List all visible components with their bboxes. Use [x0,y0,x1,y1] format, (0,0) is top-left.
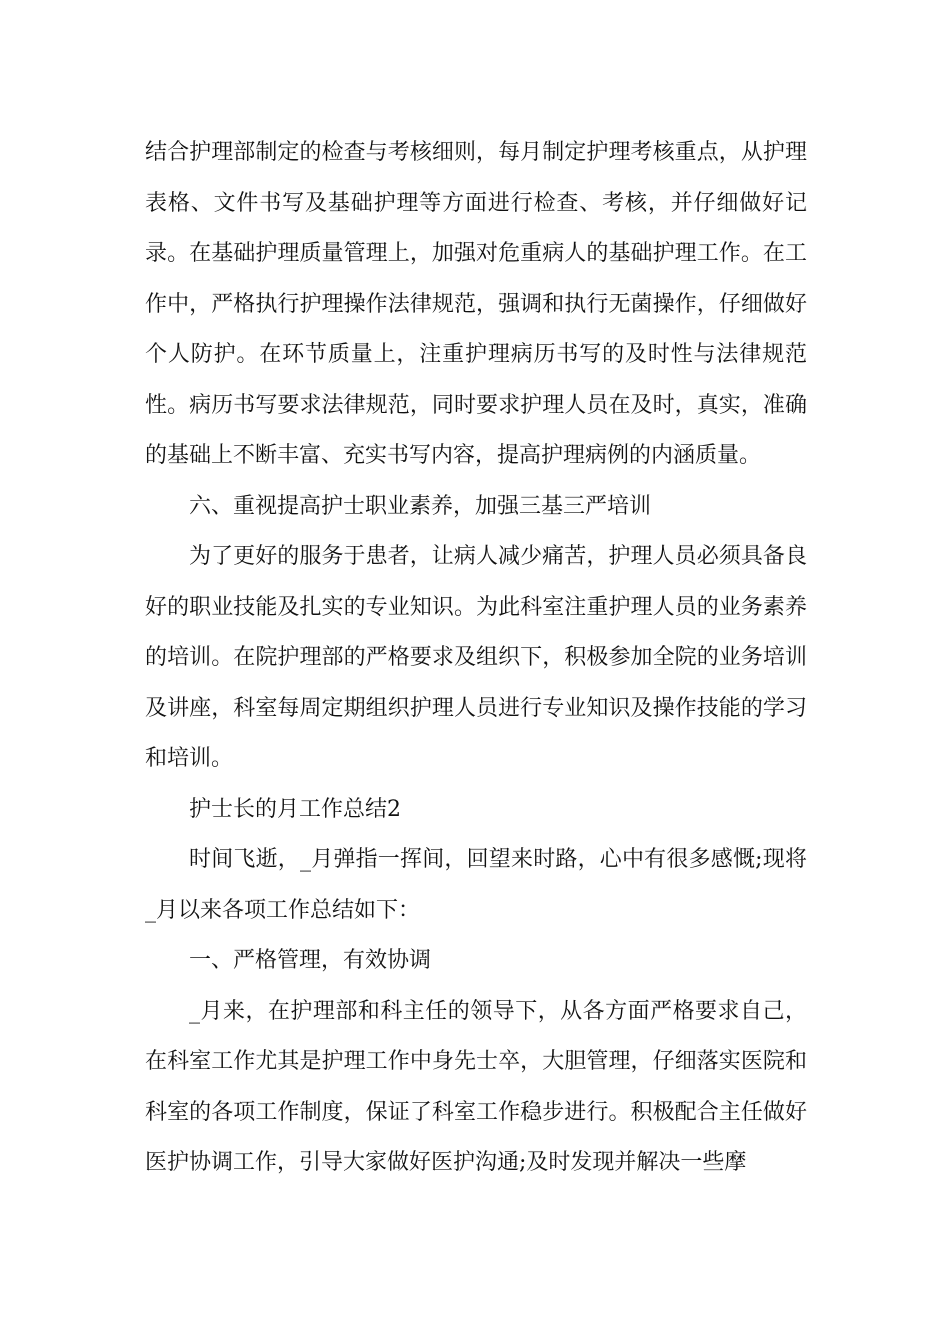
document-body [145,128,807,1189]
article-title-2: 护士长的月工作总结2 [189,796,401,822]
paragraph-quality-management: 结合护理部制定的检查与考核细则，每月制定护理考核重点，从护理表格、文件书写及基础护理等方面进行检查、考核，并仔细做好记录。在基础护理质量管理上，加强对危重病人的基础护理工作。在工作中，严格执行护理操作法律规范，强调和执行无菌操作，仔细做好个人防护。在环节质量上，注重护理病历书写的及时性与法律规范性。病历书写要求法律规范，同时要求护理人员在及时，真实，准确的基础上不断丰富、充实书写内容，提高护理病例的内涵质量。 [145,140,807,468]
section-heading-one: 一、严格管理，有效协调 [189,948,432,973]
paragraph-training: 为了更好的服务于患者，让病人减少痛苦，护理人员必须具备良好的职业技能及扎实的专业知识。为此科室注重护理人员的业务素养的培训。在院护理部的严格要求及组织下，积极参加全院的业务培训及讲座，科室每周定期组织护理人员进行专业知识及操作技能的学习和培训。 [145,544,807,771]
paragraph-management: _月来，在护理部和科主任的领导下，从各方面严格要求自己，在科室工作尤其是护理工作中身先士卒，大胆管理，仔细落实医院和科室的各项工作制度，保证了科室工作稳步进行。积极配合主任做好医护协调工作，引导大家做好医护沟通;及时发现并解决一些摩 [145,998,807,1175]
paragraph-intro: 时间飞逝，_月弹指一挥间，回望来时路，心中有很多感慨;现将_月以来各项工作总结如下： [145,847,807,923]
section-heading-six: 六、重视提高护士职业素养，加强三基三严培训 [189,493,652,519]
